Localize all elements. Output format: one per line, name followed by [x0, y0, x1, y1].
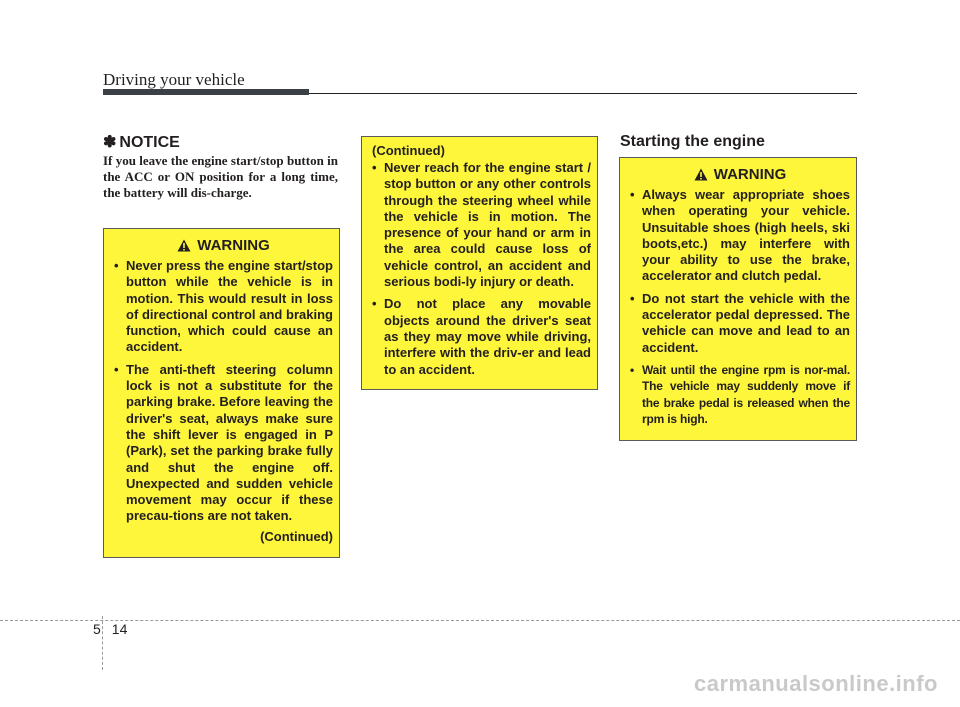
- warning-heading-label: WARNING: [197, 237, 270, 254]
- chapter-number: 5: [93, 621, 101, 637]
- warning-list: [630, 187, 850, 427]
- warning-item: • Never reach for the engine start / stop button or any other controls through the steering wheel while the vehicle is in motion. The presence of your hand or arm in the area could cause loss of vehicle control, an accident and serious bodi-ly injury or death.: [372, 160, 591, 290]
- warning-heading: [630, 166, 850, 183]
- warning-box-steering: [103, 228, 340, 558]
- page-number-value: 14: [111, 621, 128, 637]
- notice-body: If you leave the engine start/stop button in the ACC or ON position for a long time, the battery will dis-charge.: [103, 153, 338, 200]
- asterisk-notice-icon: ✽: [103, 134, 117, 151]
- header-rule-accent: [103, 89, 309, 95]
- warning-item: • Never press the engine start/stop button while the vehicle is in motion. This would result in loss of directional control and braking function, which could cause an accident.: [114, 258, 333, 356]
- page-header-title: Driving your vehicle: [103, 70, 245, 89]
- warning-heading: [114, 237, 333, 254]
- watermark: carmanualsonline.info: [694, 671, 938, 696]
- warning-list: [114, 258, 333, 525]
- warning-item: • Do not place any movable objects around the driver's seat as they may move while driving, interfere with the driv-er and lead to an accident.: [372, 296, 591, 377]
- continued-heading: (Continued): [372, 143, 445, 158]
- warning-item: • The anti-theft steering column lock is not a substitute for the parking brake. Before leaving the driver's seat, always make sure the shift lever is engaged in P (Park), set the parking brake fully and shut the engine off. Unexpected and sudden vehicle movement may occur if these precau-tions are not taken.: [114, 362, 333, 525]
- continued-label: (Continued): [260, 528, 333, 544]
- warning-triangle-icon: [694, 168, 708, 181]
- warning-list: [372, 160, 591, 378]
- warning-box-starting: [619, 157, 857, 441]
- warning-heading-label: WARNING: [713, 166, 787, 183]
- warning-item: • Always wear appropriate shoes when operating your vehicle. Unsuitable shoes (high heels, ski boots,etc.) may interfere with your ability to use the brake, accelerator and clutch pedal.: [630, 187, 850, 285]
- warning-triangle-icon: [177, 239, 191, 252]
- notice-heading: [103, 132, 180, 152]
- section-title: Starting the engine: [620, 133, 765, 150]
- footer-divider: [0, 620, 960, 621]
- warning-item: • Wait until the engine rpm is nor-mal. The vehicle may suddenly move if the brake pedal is released when the rpm is high.: [630, 362, 850, 427]
- page-number: [93, 621, 127, 637]
- warning-item: • Do not start the vehicle with the accelerator pedal depressed. The vehicle can move and lead to an accident.: [630, 291, 850, 356]
- notice-title: NOTICE: [119, 134, 180, 151]
- warning-box-continued: [361, 136, 598, 390]
